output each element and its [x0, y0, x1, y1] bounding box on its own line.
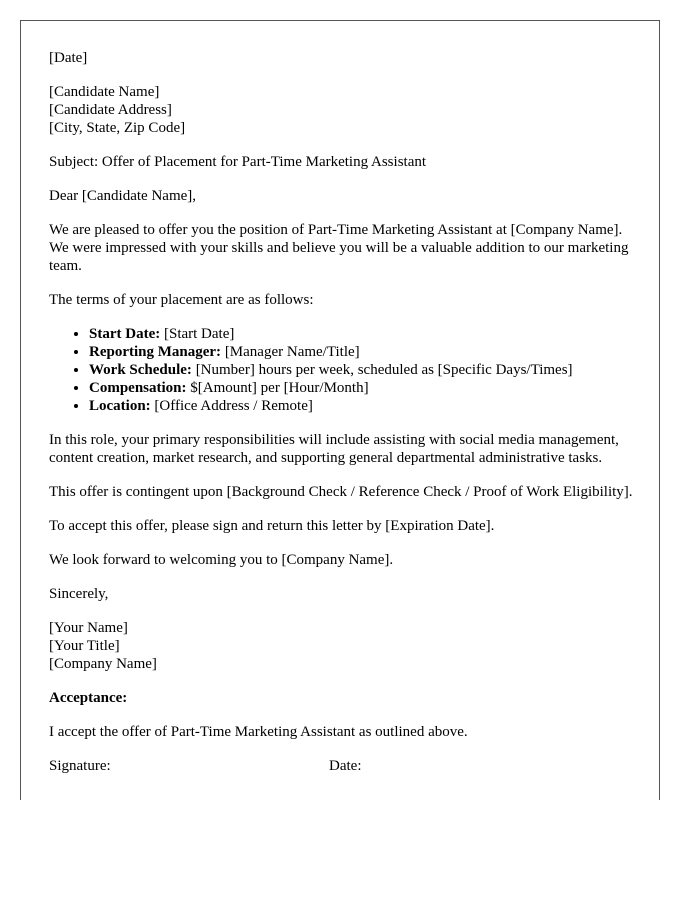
acceptance-heading: Acceptance: [49, 690, 128, 706]
term-work-schedule [89, 361, 639, 379]
sender-block [49, 619, 639, 673]
term-location [89, 397, 639, 415]
recipient-city-state-zip: [City, State, Zip Code] [49, 120, 186, 136]
signature-row [49, 757, 639, 775]
term-label: Work Schedule: [89, 362, 192, 378]
sender-name: [Your Name] [49, 620, 128, 636]
term-value: [Manager Name/Title] [221, 344, 360, 360]
letter-subject: Subject: Offer of Placement for Part-Time Marketing Assistant [49, 154, 427, 170]
date-label: Date: [329, 758, 362, 774]
accept-instructions-paragraph: To accept this offer, please sign and return this letter by [Expiration Date]. [49, 518, 495, 534]
term-value: [Number] hours per week, scheduled as [Specific Days/Times] [191, 362, 573, 378]
letter-page [20, 20, 660, 800]
acceptance-text: I accept the offer of Part-Time Marketing Assistant as outlined above. [49, 724, 468, 740]
letter-salutation: Dear [Candidate Name], [49, 188, 197, 204]
closing-line: We look forward to welcoming you to [Company Name]. [49, 552, 394, 568]
term-label: Start Date: [89, 326, 161, 342]
term-reporting-manager [89, 343, 639, 361]
recipient-address-block [49, 83, 639, 137]
letter-body [49, 49, 639, 775]
sender-company: [Company Name] [49, 656, 157, 672]
sign-off: Sincerely, [49, 586, 109, 602]
responsibilities-paragraph: In this role, your primary responsibilities will include assisting with social media management, content creation, market research, and supporting general departmental administrative tasks. [49, 432, 619, 466]
recipient-address: [Candidate Address] [49, 102, 172, 118]
term-value: [Office Address / Remote] [150, 398, 313, 414]
term-value: $[Amount] per [Hour/Month] [186, 380, 369, 396]
letter-date: [Date] [49, 50, 88, 66]
term-value: [Start Date] [160, 326, 235, 342]
term-compensation [89, 379, 639, 397]
term-label: Reporting Manager: [89, 344, 222, 360]
terms-list [49, 325, 639, 415]
recipient-name: [Candidate Name] [49, 84, 160, 100]
sender-title: [Your Title] [49, 638, 120, 654]
term-start-date [89, 325, 639, 343]
signature-label: Signature: [49, 758, 111, 774]
terms-intro: The terms of your placement are as follows: [49, 292, 314, 308]
term-label: Compensation: [89, 380, 187, 396]
letter-intro-paragraph: We are pleased to offer you the position of Part-Time Marketing Assistant at [Company Name]. We were impressed with your skills and believe you will be a valuable addition to our marketing team. [49, 222, 629, 274]
contingency-paragraph: This offer is contingent upon [Background Check / Reference Check / Proof of Work Eligibility]. [49, 484, 633, 500]
term-label: Location: [89, 398, 151, 414]
